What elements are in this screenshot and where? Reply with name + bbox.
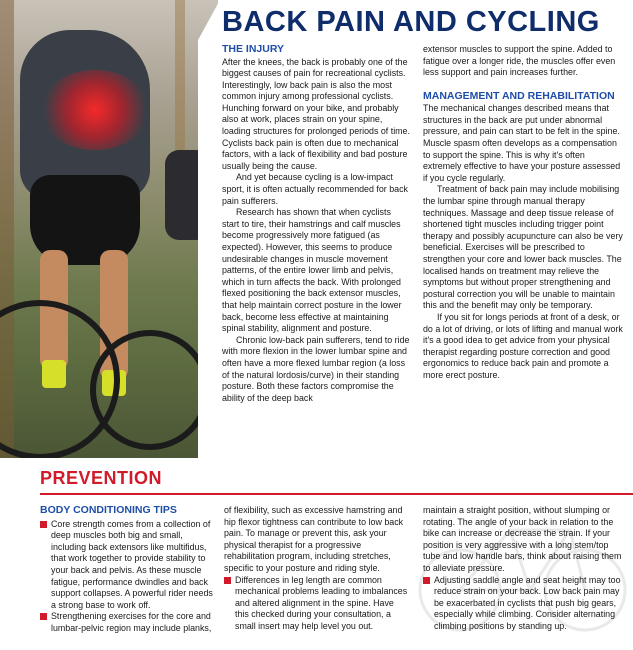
col2-paragraph-2: The mechanical changes described means that structures in the back are put under abnormal pressure, and pain can start to be felt in the spine. Muscle spasm often develops as a compensation to support the spine. This is why it's often extremely effective to have your posture assessed if you cycle regularly. [423,103,621,183]
tip-bullet [423,575,623,633]
bullet-square-icon [224,577,231,584]
tip-leg-length: Differences in leg length are common mechanical problems leading to imbalances and altered alignment in the spine. Have this checked during your consultation, a small insert may help level you out. [235,574,408,631]
tip-bullet [40,519,218,612]
prevention-title: PREVENTION [40,468,163,488]
bullet-square-icon [423,577,430,584]
management-heading: MANAGEMENT AND REHABILITATION [423,89,615,102]
prevention-column-3 [423,505,623,633]
tip-bullet [40,611,218,634]
tip-bullet [224,575,410,633]
tip-position-continued: maintain a straight position, without slumping or rotating. The angle of your back in relation to the bike can increase or decrease the strain. If your position is very aggressive with a long stem/top tube and low handle bars, think about raising them to alleviate pressure. [423,505,622,573]
prevention-column-1 [40,505,218,635]
tip-core-strength: Core strength comes from a collection of deep muscles both big and small, including back extensors like multifidus, that work together to provide stability to your back and pelvis. As these muscle fatigue, performance dwindles and back support collapses. A powerful rider needs a strong base to work off. [51,518,213,610]
prevention-column-2 [224,505,410,633]
bullet-square-icon [40,521,47,528]
col2-paragraph-1: extensor muscles to support the spine. Added to fatigue over a longer ride, the muscles offer even less support and pain increases further. [423,44,616,78]
pain-glow [40,70,150,150]
col2-paragraph-3: Treatment of back pain may include mobilising the lumbar spine through manual therapy techniques. Massage and deep tissue release of shortened tight muscles including trigger point therapy and possibly acupuncture can also be very beneficial. Exercises will be prescribed to strengthen your core and lower back muscles. The localised hands on treatment may relieve the symptoms but without proper strengthening and postural correction you will be unable to maintain this and the benefit may only be temporary. [423,184,623,311]
prevention-divider [40,493,633,495]
conditioning-subheading: BODY CONDITIONING TIPS [40,504,177,516]
injury-paragraph-4: Chronic low-back pain sufferers, tend to ride with more flexion in the lower lumbar spine and often have a more flexed lumbar region (a loss of the natural lordosis/curve) in their standing posture. Both these factors compromise the ability of the deep back [222,334,410,403]
article-column-2 [423,44,623,382]
injury-paragraph-1: After the knees, the back is probably one of the biggest causes of pain for recreational cyclists. Interestingly, low back pain is also the most common injury among professional cyclists. Hunching forward on your bike, and probably also at work, places strain on your spine, loading structures for prolonged periods of time. Cyclists back pain is often due to mechanical factors, with a lack of flexibility and bad posture usually being the cause. [222,56,410,171]
injury-heading: THE INJURY [222,43,285,55]
bike-wheel-rear [90,330,210,450]
page-title: BACK PAIN AND CYCLING [222,6,600,38]
cyclist-photo [0,0,218,460]
bullet-square-icon [40,613,47,620]
tip-saddle-angle: Adjusting saddle angle and seat height may too reduce strain on your back. Low back pain may be exacerbated in cyclists that push big gears, especially while climbing. Consider alternating climbing positions by standing up. [434,574,621,631]
tip-flexibility-continued: of flexibility, such as excessive hamstring and hip flexor tightness can contribute to low back pain. To manage or prevent this, ask your physical therapist for a progressive rehabilitation program, including stretches, specific to your posture and riding style. [224,505,404,573]
tip-strengthening: Strengthening exercises for the core and lumbar-pelvic region may include planks, [51,611,212,633]
article-column-1 [222,44,410,404]
injury-paragraph-2: And yet because cycling is a low-impact sport, it is often actually recommended for back pain sufferers. [222,172,408,206]
col2-paragraph-4: If you sit for longs periods at front of a desk, or do a lot of driving, or lots of lifting and manual work it's a good idea to get advice from your physical therapist regarding posture correction and good ergonomics to reduce back pain and promote a more erect posture. [423,311,623,380]
injury-paragraph-3: Research has shown that when cyclists start to tire, their hamstrings and calf muscles become progressively more fatigued (as expected). However, this seems to produce undesirable changes in muscle movement patterns, of the entire lower limb and pelvis, which in turn affects the back. With prolonged flexed positioning the back extensor muscles, that help maintain correct posture in the lower back, become less effective at maintaining spinal stability, alignment and posture. [222,207,402,334]
